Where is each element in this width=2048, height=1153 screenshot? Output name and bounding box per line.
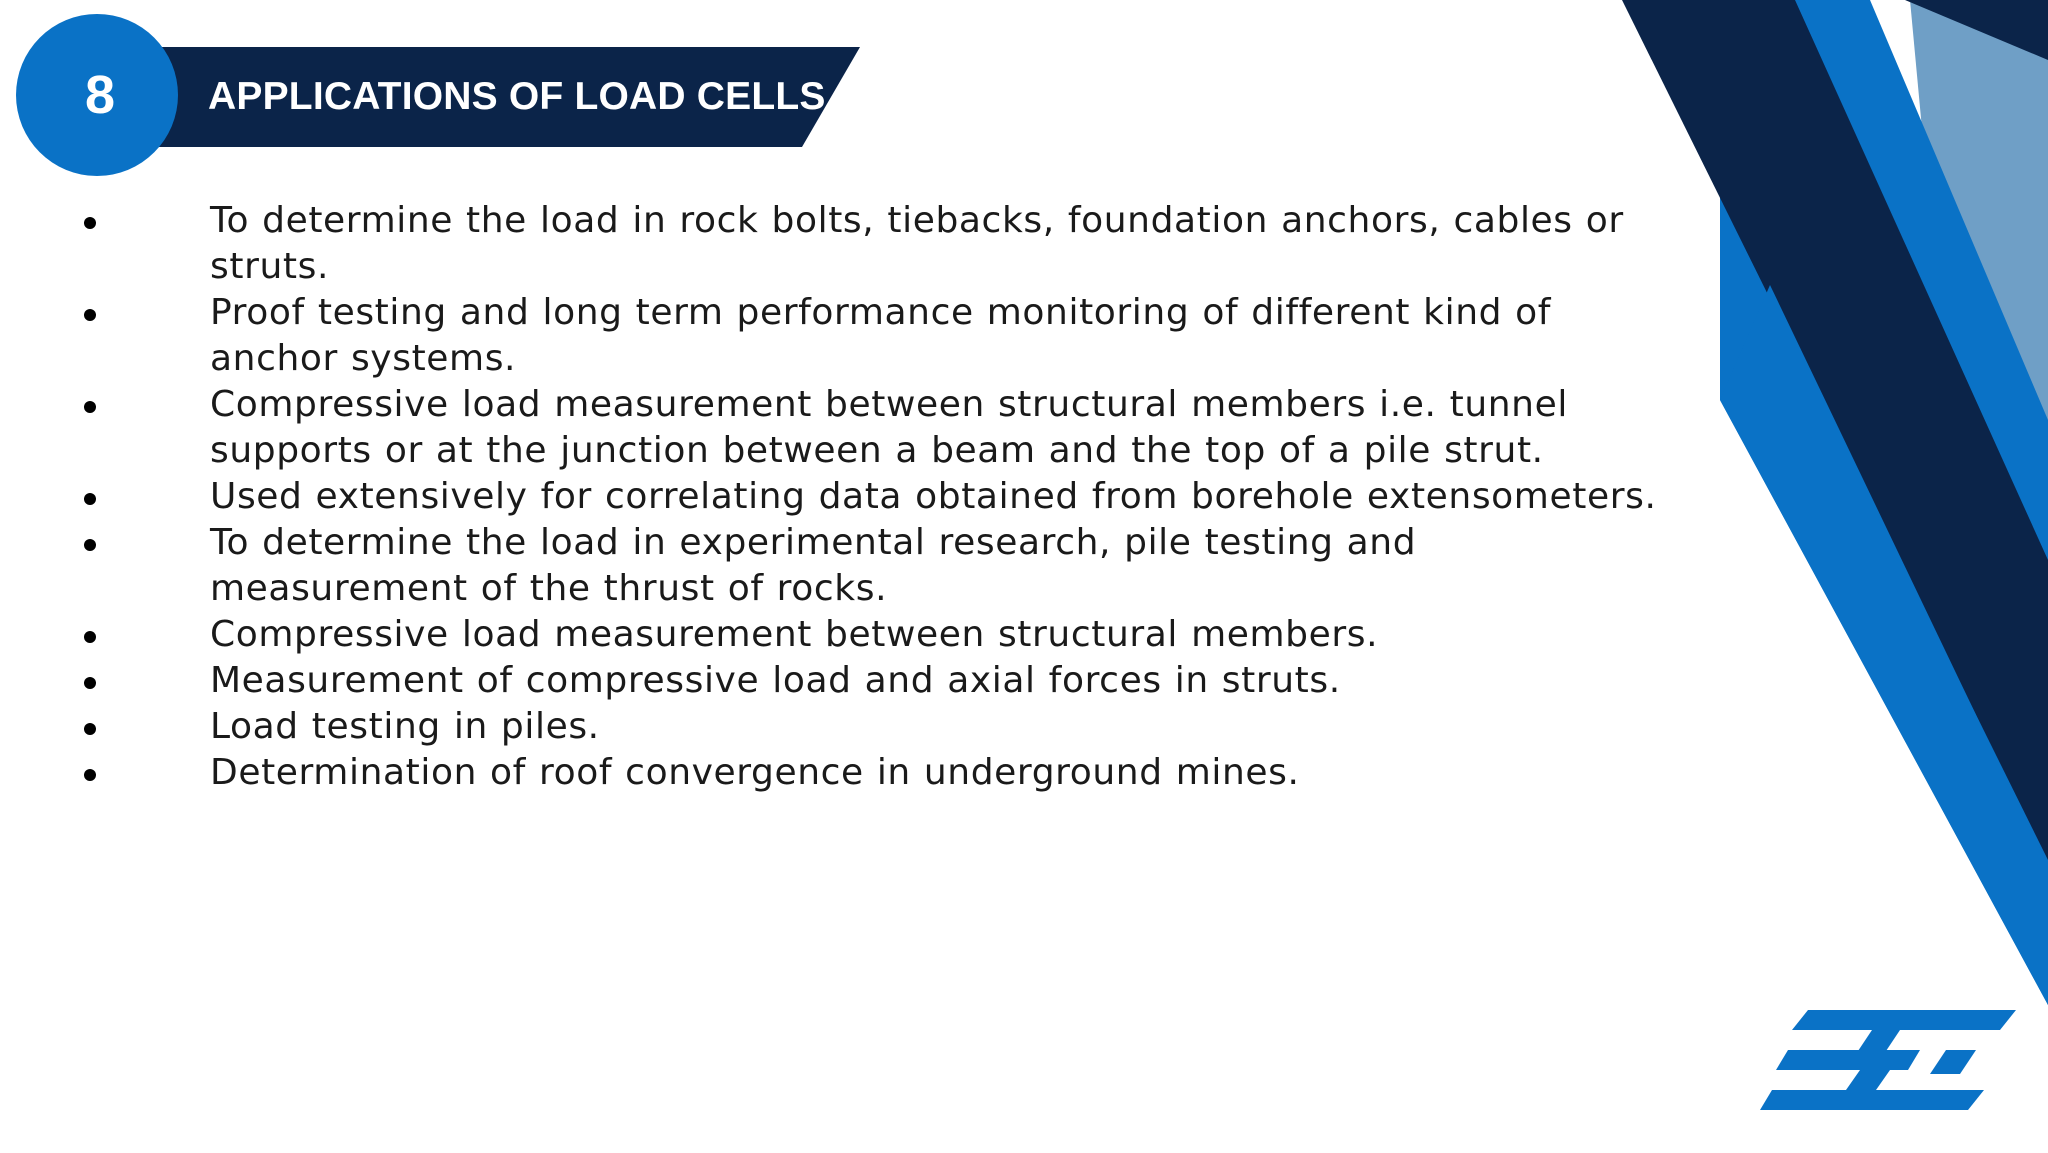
list-item <box>70 474 1680 520</box>
bullet-list <box>70 198 1680 796</box>
list-item <box>70 612 1680 658</box>
bullet-icon <box>84 631 96 643</box>
bullet-text: Compressive load measurement between structural members i.e. tunnel supports or at the junction between a beam and the top of a pile strut. <box>210 384 1568 471</box>
bullet-text: Determination of roof convergence in underground mines. <box>210 752 1300 793</box>
list-item <box>70 382 1680 474</box>
list-item <box>70 704 1680 750</box>
bullet-text: To determine the load in experimental research, pile testing and measurement of the thrust of rocks. <box>210 522 1417 609</box>
bullet-icon <box>84 677 96 689</box>
bullet-icon <box>84 539 96 551</box>
bullet-text: Load testing in piles. <box>210 706 600 747</box>
bullet-icon <box>84 309 96 321</box>
slide-title: APPLICATIONS OF LOAD CELLS <box>208 75 826 118</box>
bullet-text: Compressive load measurement between structural members. <box>210 614 1379 655</box>
list-item <box>70 750 1680 796</box>
bullet-icon <box>84 769 96 781</box>
bullet-icon <box>84 217 96 229</box>
bullet-text: To determine the load in rock bolts, tiebacks, foundation anchors, cables or struts. <box>210 200 1624 287</box>
list-item <box>70 520 1680 612</box>
slide-number: 8 <box>84 65 116 125</box>
bullet-icon <box>84 401 96 413</box>
bullet-text: Used extensively for correlating data obtained from borehole extensometers. <box>210 476 1657 517</box>
bullet-icon <box>84 723 96 735</box>
bullet-icon <box>84 493 96 505</box>
bullet-text: Measurement of compressive load and axial forces in struts. <box>210 660 1341 701</box>
list-item <box>70 658 1680 704</box>
list-item <box>70 198 1680 290</box>
bullet-text: Proof testing and long term performance monitoring of different kind of anchor systems. <box>210 292 1552 379</box>
list-item <box>70 290 1680 382</box>
company-logo-icon <box>1760 1010 2016 1120</box>
